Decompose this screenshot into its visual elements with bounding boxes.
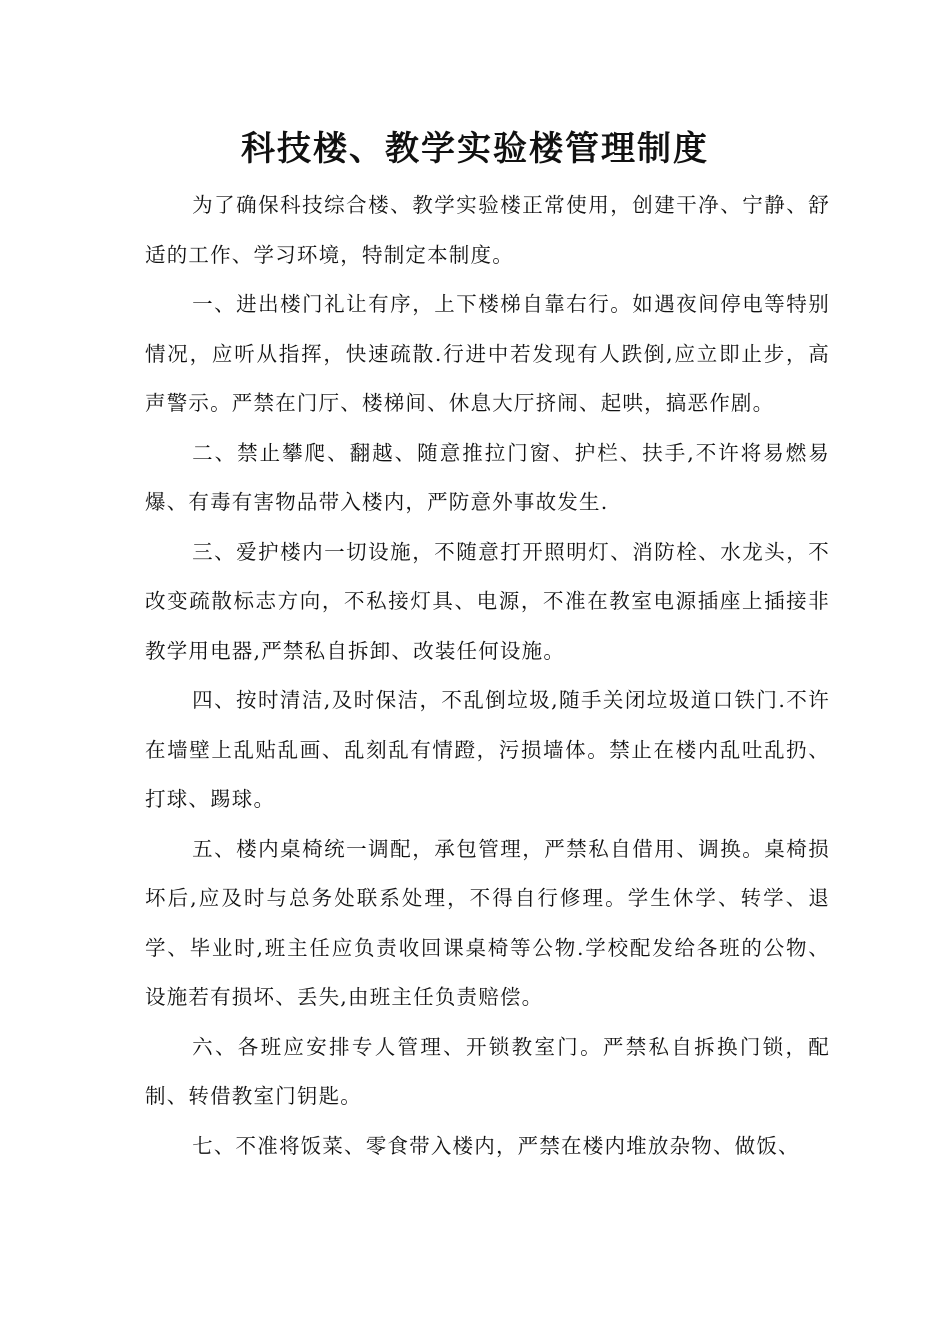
document-body <box>145 181 830 1171</box>
document-title: 科技楼、教学实验楼管理制度 <box>241 129 709 169</box>
paragraph-rule-2: 二、禁止攀爬、翻越、随意推拉门窗、护栏、扶手,不许将易燃易爆、有毒有害物品带入楼内，严防意外事故发生. <box>145 440 830 514</box>
paragraph-rule-3: 三、爱护楼内一切设施，不随意打开照明灯、消防栓、水龙头，不改变疏散标志方向，不私接灯具、电源，不准在教室电源插座上插接非教学用电器,严禁私自拆卸、改装任何设施。 <box>145 539 830 663</box>
paragraph-rule-1: 一、进出楼门礼让有序，上下楼梯自靠右行。如遇夜间停电等特别情况，应听从指挥，快速疏散.行进中若发现有人跌倒,应立即止步，高声警示。严禁在门厅、楼梯间、休息大厅挤闹、起哄，搞恶作剧。 <box>145 292 830 415</box>
paragraph-rule-5: 五、楼内桌椅统一调配，承包管理，严禁私自借用、调换。桌椅损坏后,应及时与总务处联系处理，不得自行修理。学生休学、转学、退学、毕业时,班主任应负责收回课桌椅等公物.学校配发给各班的公物、设施若有损坏、丢失,由班主任负责赔偿。 <box>145 836 830 1009</box>
paragraph-rule-6: 六、各班应安排专人管理、开锁教室门。严禁私自拆换门锁，配制、转借教室门钥匙。 <box>145 1034 830 1108</box>
paragraph-intro: 为了确保科技综合楼、教学实验楼正常使用，创建干净、宁静、舒适的工作、学习环境，特制定本制度。 <box>145 193 830 267</box>
paragraph-rule-7: 七、不准将饭菜、零食带入楼内，严禁在楼内堆放杂物、做饭、 <box>192 1133 800 1158</box>
paragraph-rule-4: 四、按时清洁,及时保洁，不乱倒垃圾,随手关闭垃圾道口铁门.不许在墙壁上乱贴乱画、乱刻乱有情蹬，污损墙体。禁止在楼内乱吐乱扔、打球、踢球。 <box>145 688 830 811</box>
